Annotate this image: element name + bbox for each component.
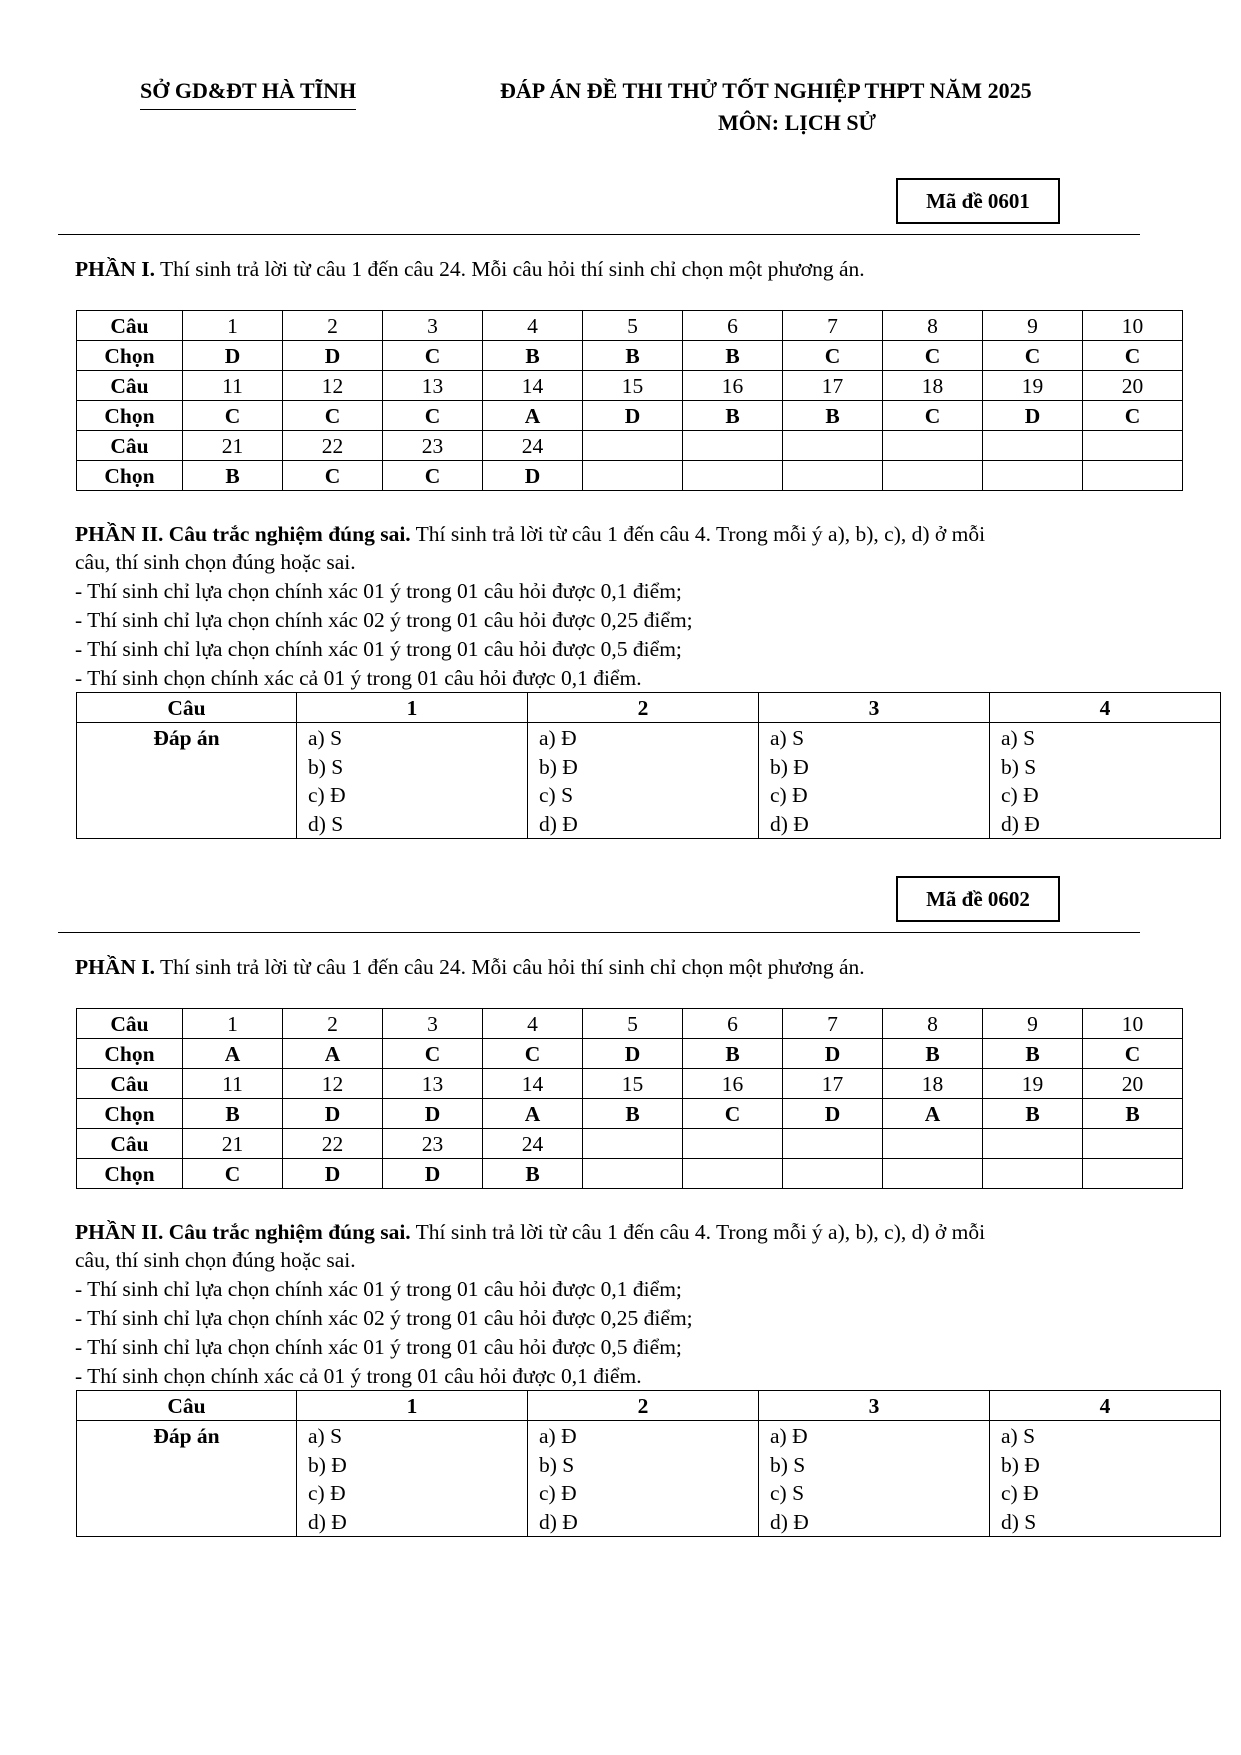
scoring-rule: - Thí sinh chọn chính xác cả 01 ý trong 01 câu hỏi được 0,1 điểm. (75, 666, 642, 690)
scoring-rule: - Thí sinh chỉ lựa chọn chính xác 01 ý trong 01 câu hỏi được 0,1 điểm; (75, 579, 682, 603)
answer-choice: D (483, 461, 583, 491)
part2-text: Thí sinh trả lời từ câu 1 đến câu 4. Trong mỗi ý a), b), c), d) ở mỗi (410, 1220, 986, 1244)
question-number: 9 (983, 1009, 1083, 1039)
scoring-rule: - Thí sinh chọn chính xác cả 01 ý trong 01 câu hỏi được 0,1 điểm. (75, 1364, 642, 1388)
question-number: 21 (183, 1129, 283, 1159)
question-number: 24 (483, 431, 583, 461)
answer-choice (783, 461, 883, 491)
answer-choice: C (383, 401, 483, 431)
question-number (783, 1129, 883, 1159)
table-row (77, 1159, 1183, 1189)
row-label-choice: Chọn (77, 1099, 183, 1129)
question-number: 23 (383, 1129, 483, 1159)
question-number: 10 (1083, 311, 1183, 341)
answer-choice: D (583, 401, 683, 431)
true-false-answer: d) Đ (770, 811, 809, 836)
table-row (77, 1421, 1221, 1537)
part2-col-label: Câu (77, 693, 297, 723)
answer-choice: D (583, 1039, 683, 1069)
answer-choice: D (183, 341, 283, 371)
table-row (77, 461, 1183, 491)
answer-choice: C (383, 341, 483, 371)
answer-choice (683, 461, 783, 491)
section-divider (58, 234, 1140, 235)
answer-choice: C (383, 1039, 483, 1069)
true-false-answer: c) S (770, 1481, 805, 1505)
true-false-answer: a) Đ (539, 1424, 577, 1448)
question-number: 11 (183, 371, 283, 401)
subject-title: MÔN: LỊCH SỬ (718, 110, 877, 135)
document-title: ĐÁP ÁN ĐỀ THI THỬ TỐT NGHIỆP THPT NĂM 2025 (500, 78, 1032, 103)
row-label-question: Câu (77, 431, 183, 461)
true-false-answer: a) S (1001, 1424, 1036, 1448)
true-false-answer: a) S (308, 1424, 343, 1448)
answer-choice: D (783, 1039, 883, 1069)
scoring-rule: - Thí sinh chỉ lựa chọn chính xác 01 ý trong 01 câu hỏi được 0,5 điểm; (75, 637, 682, 661)
row-label-choice: Chọn (77, 341, 183, 371)
question-number: 2 (283, 311, 383, 341)
answer-choice: A (183, 1039, 283, 1069)
row-label-choice: Chọn (77, 461, 183, 491)
part2-answer-table (76, 1390, 1221, 1537)
part2-instruction (75, 520, 985, 548)
part2-question-number: 4 (990, 693, 1221, 723)
table-row (77, 431, 1183, 461)
question-number: 14 (483, 1069, 583, 1099)
answer-choice: B (783, 401, 883, 431)
table-row (77, 1099, 1183, 1129)
answer-choice: B (883, 1039, 983, 1069)
row-label-question: Câu (77, 311, 183, 341)
row-label-question: Câu (77, 1129, 183, 1159)
question-number: 20 (1083, 371, 1183, 401)
part2-answer-label: Đáp án (77, 723, 297, 839)
row-label-choice: Chọn (77, 1039, 183, 1069)
true-false-answer: c) Đ (539, 1481, 577, 1505)
part2-instruction-cont: câu, thí sinh chọn đúng hoặc sai. (75, 1248, 356, 1272)
part2-col-label: Câu (77, 1391, 297, 1421)
true-false-answer: d) Đ (308, 1509, 347, 1534)
question-number: 13 (383, 371, 483, 401)
answer-choice: D (983, 401, 1083, 431)
answer-choice: C (383, 461, 483, 491)
question-number: 5 (583, 311, 683, 341)
answer-choice (583, 461, 683, 491)
answer-choice: C (1083, 341, 1183, 371)
part1-text: Thí sinh trả lời từ câu 1 đến câu 24. Mỗi câu hỏi thí sinh chỉ chọn một phương án. (155, 955, 865, 979)
question-number: 9 (983, 311, 1083, 341)
question-number: 5 (583, 1009, 683, 1039)
answer-choice: D (283, 341, 383, 371)
question-number: 13 (383, 1069, 483, 1099)
answer-choice: A (283, 1039, 383, 1069)
true-false-answer: d) Đ (539, 1509, 578, 1534)
table-row (77, 311, 1183, 341)
part2-instruction-cont: câu, thí sinh chọn đúng hoặc sai. (75, 550, 356, 574)
part2-question-number: 2 (528, 693, 759, 723)
part1-answer-table (76, 1008, 1183, 1189)
true-false-answer: c) Đ (1001, 1481, 1039, 1505)
table-row (77, 341, 1183, 371)
answer-choice: B (483, 1159, 583, 1189)
true-false-answer: b) Đ (770, 754, 809, 779)
answer-choice: C (683, 1099, 783, 1129)
question-number: 22 (283, 431, 383, 461)
table-row (77, 723, 1221, 839)
true-false-answer: a) S (770, 726, 805, 750)
true-false-answer: b) S (770, 1452, 806, 1477)
part2-question-number: 1 (297, 1391, 528, 1421)
question-number (583, 1129, 683, 1159)
true-false-answer: c) Đ (308, 1481, 346, 1505)
section-divider (58, 932, 1140, 933)
answer-choice: C (783, 341, 883, 371)
answer-choice (583, 1159, 683, 1189)
question-number: 16 (683, 371, 783, 401)
question-number: 8 (883, 1009, 983, 1039)
question-number: 11 (183, 1069, 283, 1099)
answer-choice: D (383, 1099, 483, 1129)
answer-choice (783, 1159, 883, 1189)
answer-choice: A (483, 401, 583, 431)
question-number (783, 431, 883, 461)
row-label-question: Câu (77, 371, 183, 401)
table-row (77, 1391, 1221, 1421)
true-false-answer: a) S (1001, 726, 1036, 750)
true-false-answer: c) S (539, 783, 574, 807)
table-row (77, 1129, 1183, 1159)
question-number: 8 (883, 311, 983, 341)
answer-choice: C (983, 341, 1083, 371)
question-number: 12 (283, 371, 383, 401)
true-false-answer: b) Đ (539, 754, 578, 779)
question-number: 15 (583, 1069, 683, 1099)
answer-choice (983, 1159, 1083, 1189)
part2-instruction (75, 1218, 985, 1246)
part2-answer-label: Đáp án (77, 1421, 297, 1537)
part2-answer-cell (297, 1421, 528, 1537)
answer-choice: D (383, 1159, 483, 1189)
answer-choice: D (283, 1099, 383, 1129)
part2-text: Thí sinh trả lời từ câu 1 đến câu 4. Trong mỗi ý a), b), c), d) ở mỗi (410, 522, 986, 546)
answer-choice: C (1083, 401, 1183, 431)
question-number: 4 (483, 311, 583, 341)
answer-choice: B (983, 1099, 1083, 1129)
department-underline (140, 109, 356, 110)
answer-choice: C (283, 461, 383, 491)
answer-choice: B (483, 341, 583, 371)
question-number (883, 1129, 983, 1159)
answer-choice: C (883, 341, 983, 371)
part2-answer-cell (990, 723, 1221, 839)
part2-answer-cell (990, 1421, 1221, 1537)
question-number: 19 (983, 1069, 1083, 1099)
answer-choice: A (883, 1099, 983, 1129)
part2-question-number: 2 (528, 1391, 759, 1421)
question-number (1083, 431, 1183, 461)
answer-choice: C (183, 1159, 283, 1189)
question-number: 20 (1083, 1069, 1183, 1099)
question-number (983, 1129, 1083, 1159)
question-number: 3 (383, 1009, 483, 1039)
part2-question-number: 1 (297, 693, 528, 723)
true-false-answer: b) S (539, 1452, 575, 1477)
answer-choice: B (183, 1099, 283, 1129)
answer-choice: B (683, 1039, 783, 1069)
scoring-rule: - Thí sinh chỉ lựa chọn chính xác 01 ý trong 01 câu hỏi được 0,1 điểm; (75, 1277, 682, 1301)
true-false-answer: a) Đ (770, 1424, 808, 1448)
table-row (77, 1039, 1183, 1069)
scoring-rule: - Thí sinh chỉ lựa chọn chính xác 02 ý trong 01 câu hỏi được 0,25 điểm; (75, 608, 693, 632)
part1-answer-table (76, 310, 1183, 491)
part1-heading: PHẦN I. (75, 257, 156, 281)
exam-code-box: Mã đề 0602 (896, 876, 1060, 922)
part2-heading: PHẦN II. Câu trắc nghiệm đúng sai. (75, 522, 411, 546)
question-number: 14 (483, 371, 583, 401)
part2-heading: PHẦN II. Câu trắc nghiệm đúng sai. (75, 1220, 411, 1244)
question-number (683, 1129, 783, 1159)
answer-choice (1083, 1159, 1183, 1189)
true-false-answer: b) Đ (308, 1452, 347, 1477)
question-number (1083, 1129, 1183, 1159)
question-number: 16 (683, 1069, 783, 1099)
true-false-answer: a) Đ (539, 726, 577, 750)
answer-choice: D (283, 1159, 383, 1189)
scoring-rule: - Thí sinh chỉ lựa chọn chính xác 02 ý trong 01 câu hỏi được 0,25 điểm; (75, 1306, 693, 1330)
table-row (77, 1069, 1183, 1099)
answer-choice: D (783, 1099, 883, 1129)
row-label-choice: Chọn (77, 401, 183, 431)
answer-choice (1083, 461, 1183, 491)
answer-choice: B (983, 1039, 1083, 1069)
question-number: 1 (183, 1009, 283, 1039)
table-row (77, 371, 1183, 401)
true-false-answer: a) S (308, 726, 343, 750)
true-false-answer: d) Đ (539, 811, 578, 836)
part2-answer-cell (528, 723, 759, 839)
part1-instruction (75, 255, 865, 283)
question-number: 19 (983, 371, 1083, 401)
question-number: 22 (283, 1129, 383, 1159)
question-number: 17 (783, 371, 883, 401)
question-number: 10 (1083, 1009, 1183, 1039)
question-number (683, 431, 783, 461)
answer-choice (883, 1159, 983, 1189)
true-false-answer: b) S (1001, 754, 1037, 779)
question-number: 15 (583, 371, 683, 401)
part2-answer-cell (759, 1421, 990, 1537)
question-number: 4 (483, 1009, 583, 1039)
question-number: 12 (283, 1069, 383, 1099)
question-number: 7 (783, 311, 883, 341)
question-number: 18 (883, 1069, 983, 1099)
question-number (583, 431, 683, 461)
true-false-answer: d) Đ (1001, 811, 1040, 836)
row-label-question: Câu (77, 1009, 183, 1039)
part2-answer-table (76, 692, 1221, 839)
exam-code-box: Mã đề 0601 (896, 178, 1060, 224)
true-false-answer: c) Đ (1001, 783, 1039, 807)
answer-choice: C (483, 1039, 583, 1069)
answer-choice (683, 1159, 783, 1189)
true-false-answer: c) Đ (308, 783, 346, 807)
part1-instruction (75, 953, 865, 981)
part2-question-number: 3 (759, 1391, 990, 1421)
true-false-answer: d) S (308, 811, 344, 836)
question-number: 23 (383, 431, 483, 461)
question-number (883, 431, 983, 461)
part2-answer-cell (297, 723, 528, 839)
part1-heading: PHẦN I. (75, 955, 156, 979)
answer-choice (883, 461, 983, 491)
question-number: 6 (683, 1009, 783, 1039)
part2-question-number: 3 (759, 693, 990, 723)
answer-choice: A (483, 1099, 583, 1129)
true-false-answer: d) Đ (770, 1509, 809, 1534)
question-number: 7 (783, 1009, 883, 1039)
question-number: 2 (283, 1009, 383, 1039)
question-number: 21 (183, 431, 283, 461)
row-label-question: Câu (77, 1069, 183, 1099)
row-label-choice: Chọn (77, 1159, 183, 1189)
answer-choice: B (683, 401, 783, 431)
table-row (77, 693, 1221, 723)
part2-answer-cell (528, 1421, 759, 1537)
answer-choice (983, 461, 1083, 491)
answer-choice: C (283, 401, 383, 431)
question-number: 24 (483, 1129, 583, 1159)
part1-text: Thí sinh trả lời từ câu 1 đến câu 24. Mỗi câu hỏi thí sinh chỉ chọn một phương án. (155, 257, 865, 281)
part2-answer-cell (759, 723, 990, 839)
question-number: 18 (883, 371, 983, 401)
department-name: SỞ GD&ĐT HÀ TĨNH (140, 78, 356, 104)
question-number: 1 (183, 311, 283, 341)
table-row (77, 401, 1183, 431)
true-false-answer: b) Đ (1001, 1452, 1040, 1477)
question-number: 3 (383, 311, 483, 341)
answer-choice: B (683, 341, 783, 371)
answer-choice: C (883, 401, 983, 431)
answer-choice: B (583, 1099, 683, 1129)
true-false-answer: b) S (308, 754, 344, 779)
answer-choice: B (583, 341, 683, 371)
answer-choice: B (183, 461, 283, 491)
table-row (77, 1009, 1183, 1039)
answer-choice: C (183, 401, 283, 431)
question-number (983, 431, 1083, 461)
true-false-answer: d) S (1001, 1509, 1037, 1534)
true-false-answer: c) Đ (770, 783, 808, 807)
question-number: 17 (783, 1069, 883, 1099)
part2-question-number: 4 (990, 1391, 1221, 1421)
question-number: 6 (683, 311, 783, 341)
answer-choice: B (1083, 1099, 1183, 1129)
answer-choice: C (1083, 1039, 1183, 1069)
scoring-rule: - Thí sinh chỉ lựa chọn chính xác 01 ý trong 01 câu hỏi được 0,5 điểm; (75, 1335, 682, 1359)
